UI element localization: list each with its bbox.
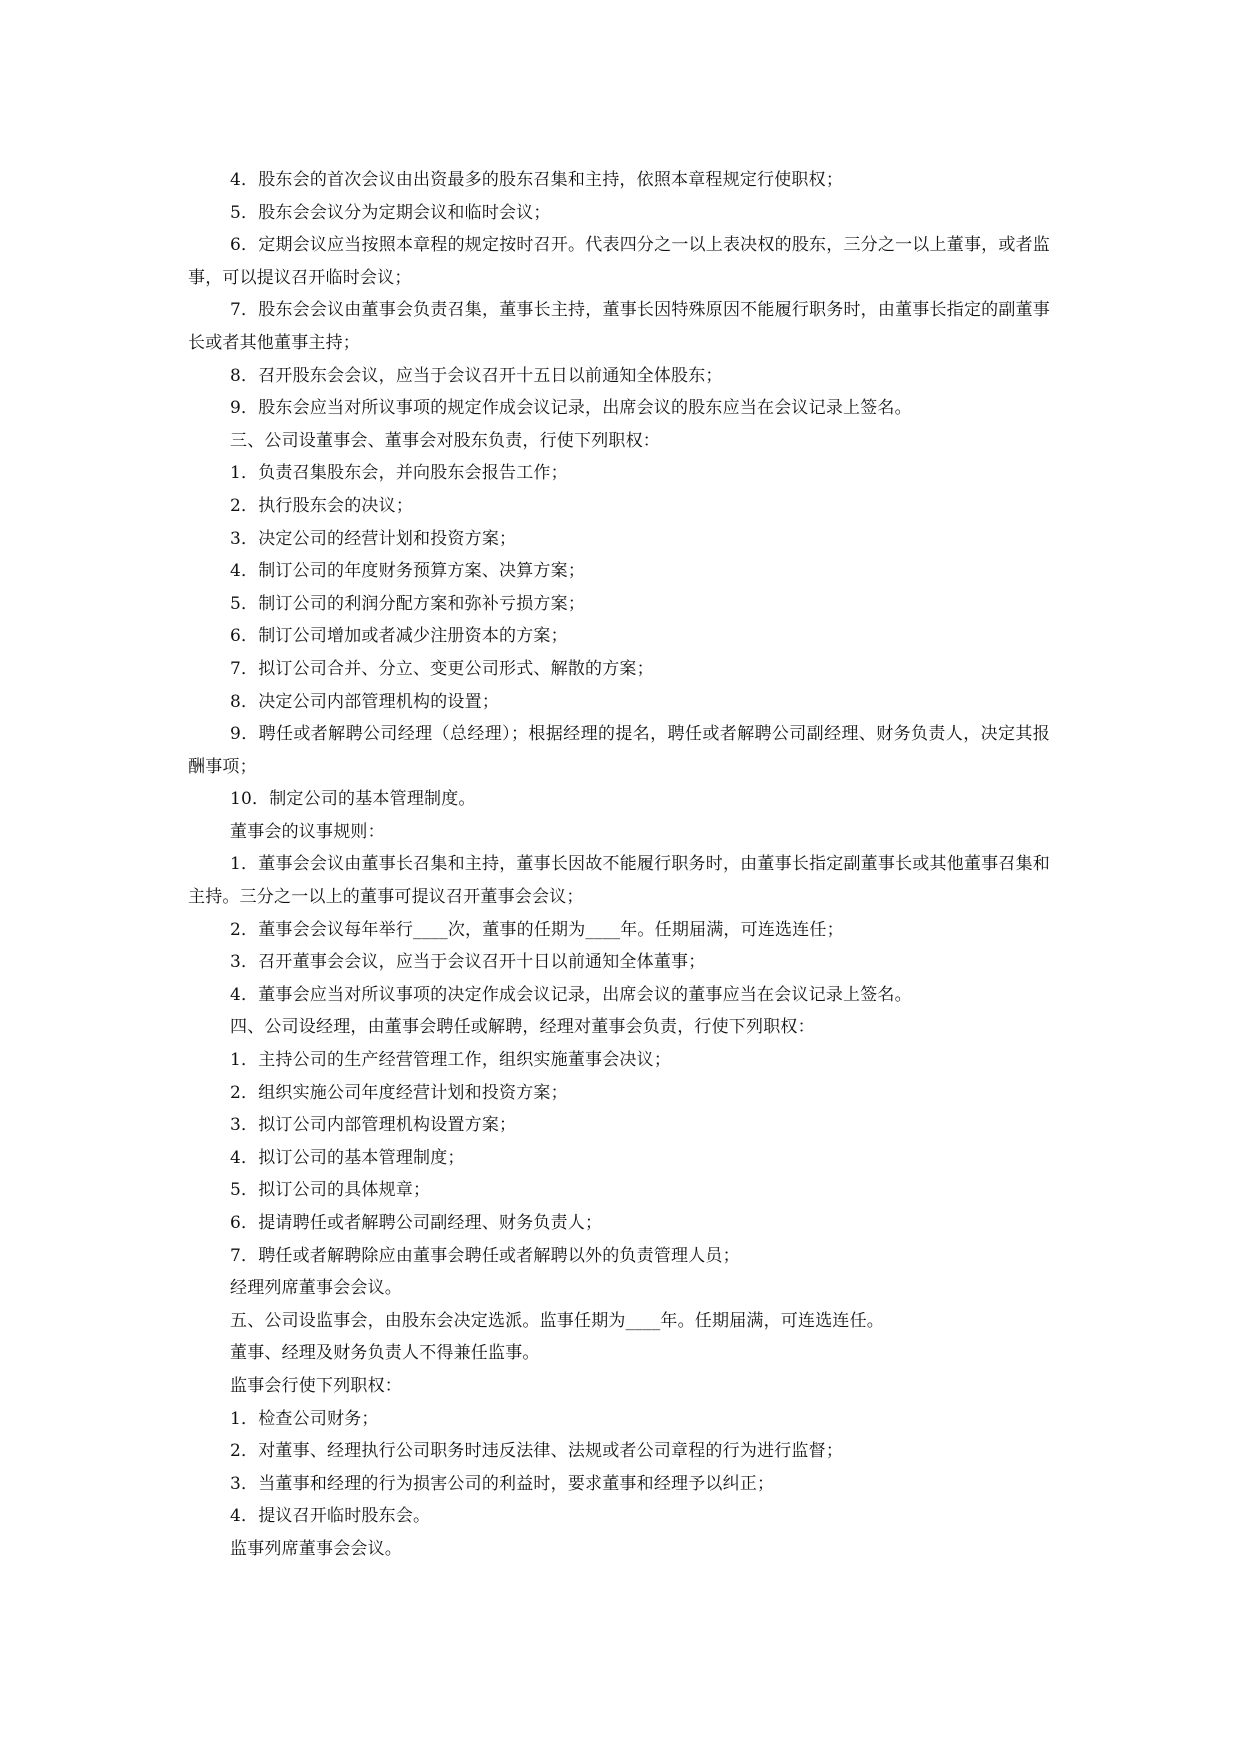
section-heading: 四、公司设经理，由董事会聘任或解聘，经理对董事会负责，行使下列职权： [230, 1017, 815, 1038]
paragraph: 6．制订公司增加或者减少注册资本的方案； [230, 626, 568, 647]
paragraph: 7．聘任或者解聘除应由董事会聘任或者解聘以外的负责管理人员； [230, 1245, 740, 1266]
paragraph: 1．董事会会议由董事长召集和主持，董事长因故不能履行职务时，由董事长指定副董事长或其他董事召集和主持。三分之一以上的董事可提议召开董事会会议； [188, 854, 1050, 908]
paragraph: 3．当董事和经理的行为损害公司的利益时，要求董事和经理予以纠正； [230, 1473, 775, 1494]
paragraph: 4．提议召开临时股东会。 [230, 1506, 431, 1527]
paragraph: 5．拟订公司的具体规章； [230, 1180, 431, 1201]
paragraph: 4．董事会应当对所议事项的决定作成会议记录，出席会议的董事应当在会议记录上签名。 [230, 984, 912, 1005]
paragraph: 1．主持公司的生产经营管理工作，组织实施董事会决议； [230, 1050, 672, 1071]
paragraph: 10．制定公司的基本管理制度。 [230, 789, 476, 810]
paragraph: 6．提请聘任或者解聘公司副经理、财务负责人； [230, 1213, 603, 1233]
paragraph: 4．制订公司的年度财务预算方案、决算方案； [230, 561, 586, 582]
paragraph: 4．股东会的首次会议由出资最多的股东召集和主持，依照本章程规定行使职权； [230, 170, 844, 190]
paragraph: 2．对董事、经理执行公司职务时违反法律、法规或者公司章程的行为进行监督； [230, 1441, 844, 1462]
paragraph: 2．执行股东会的决议； [230, 495, 414, 516]
paragraph: 9．聘任或者解聘公司经理（总经理）；根据经理的提名，聘任或者解聘公司副经理、财务负责人，决定其报酬事项； [188, 724, 1050, 777]
paragraph: 4．拟订公司的基本管理制度； [230, 1147, 465, 1168]
paragraph: 2．组织实施公司年度经营计划和投资方案； [230, 1082, 568, 1103]
paragraph: 监事列席董事会会议。 [230, 1538, 402, 1559]
section-heading: 五、公司设监事会，由股东会决定选派。监事任期为____年。任期届满，可连选连任。 [230, 1310, 884, 1331]
section-heading: 三、公司设董事会、董事会对股东负责，行使下列职权： [230, 430, 660, 451]
paragraph: 董事、经理及财务负责人不得兼任监事。 [230, 1343, 540, 1364]
paragraph: 6．定期会议应当按照本章程的规定按时召开。代表四分之一以上表决权的股东，三分之一以上董事，或者监事，可以提议召开临时会议； [188, 235, 1050, 288]
paragraph: 7．拟订公司合并、分立、变更公司形式、解散的方案； [230, 658, 654, 679]
paragraph: 3．决定公司的经营计划和投资方案； [230, 528, 517, 549]
paragraph: 董事会的议事规则： [230, 821, 385, 842]
paragraph: 经理列席董事会会议。 [230, 1278, 402, 1299]
paragraph: 3．召开董事会会议，应当于会议召开十日以前通知全体董事； [230, 952, 706, 973]
paragraph: 8．决定公司内部管理机构的设置； [230, 691, 500, 712]
paragraph: 1．检查公司财务； [230, 1408, 379, 1429]
paragraph: 7．股东会会议由董事会负责召集，董事长主持，董事长因特殊原因不能履行职务时，由董事长指定的副董事长或者其他董事主持； [188, 300, 1050, 353]
document-body [188, 164, 1050, 1566]
paragraph: 2．董事会会议每年举行____次，董事的任期为____年。任期届满，可连选连任； [230, 919, 844, 940]
paragraph: 1．负责召集股东会，并向股东会报告工作； [230, 463, 568, 484]
paragraph: 监事会行使下列职权： [230, 1375, 402, 1396]
paragraph: 5．股东会会议分为定期会议和临时会议； [230, 202, 551, 223]
paragraph: 3．拟订公司内部管理机构设置方案； [230, 1115, 517, 1136]
paragraph: 8．召开股东会会议，应当于会议召开十五日以前通知全体股东； [230, 365, 723, 386]
paragraph: 5．制订公司的利润分配方案和弥补亏损方案； [230, 593, 586, 614]
paragraph: 9．股东会应当对所议事项的规定作成会议记录，出席会议的股东应当在会议记录上签名。 [230, 398, 912, 419]
